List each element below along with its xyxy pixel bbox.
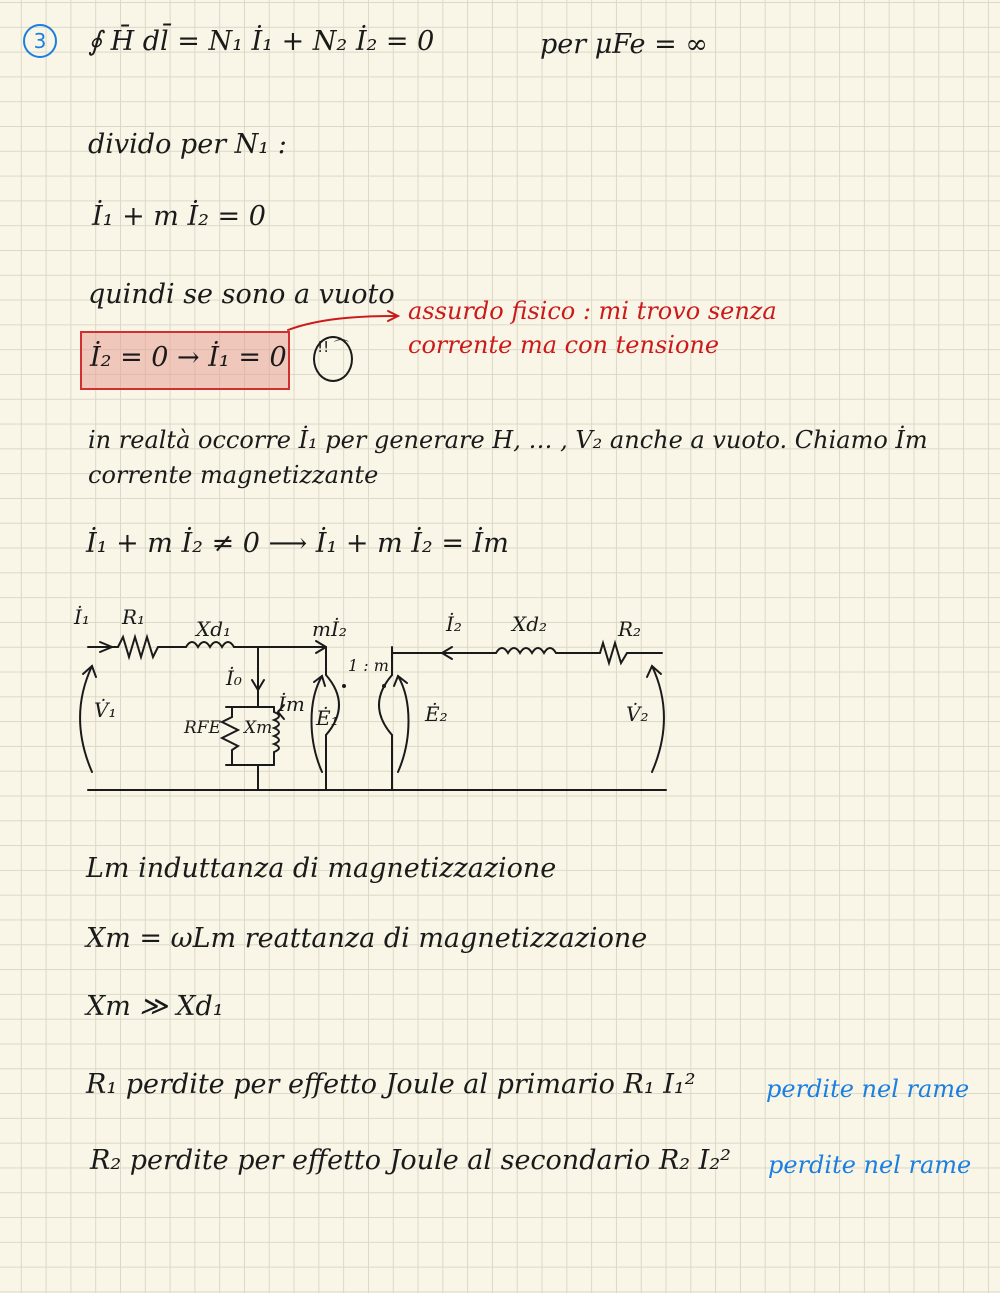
primary-joule-losses: R₁ perdite per effetto Joule al primario R₁ I₁²	[86, 1069, 696, 1100]
copper-losses-note-1: perdite nel rame	[766, 1075, 970, 1103]
copper-losses-note-2: perdite nel rame	[768, 1151, 972, 1179]
label-m-i2: mİ₂	[312, 617, 347, 641]
label-xd1: Xd₁	[196, 617, 232, 641]
label-im: İm	[278, 692, 305, 716]
current-balance-equation: İ₁ + m İ₂ = 0	[92, 201, 266, 232]
boxed-equation: İ₂ = 0 → İ₁ = 0	[90, 342, 287, 373]
label-i2: İ₂	[446, 612, 462, 636]
reactance-comparison: Xm ≫ Xd₁	[86, 991, 224, 1022]
label-e1: Ė₁	[316, 706, 339, 730]
label-v1: V̇₁	[94, 698, 117, 722]
label-xd2: Xd₂	[512, 612, 548, 636]
section-number: 3	[23, 24, 57, 58]
infinite-permeability-condition: per μFe = ∞	[540, 29, 708, 60]
frown-doodle: !! ⌒	[313, 336, 353, 382]
no-load-sentence: quindi se sono a vuoto	[88, 279, 395, 310]
magnetizing-reactance: Xm = ωLm reattanza di magnetizzazione	[86, 923, 648, 954]
label-rfe: RFE	[184, 718, 222, 738]
mmf-equation: ∮ H̄ dl̄ = N₁ İ₁ + N₂ İ₂ = 0	[88, 26, 435, 57]
explanation-line-2: corrente magnetizzante	[88, 461, 379, 489]
label-i0: İ₀	[226, 666, 242, 690]
label-v2: V̇₂	[626, 702, 649, 726]
explanation-line-1: in realtà occorre İ₁ per generare H, … , V₂ anche a vuoto. Chiamo İm	[88, 426, 928, 454]
label-e2: Ė₂	[425, 702, 448, 726]
divide-by-n1: divido per N₁ :	[88, 129, 287, 160]
secondary-joule-losses: R₂ perdite per effetto Joule al secondario R₂ I₂²	[90, 1145, 731, 1176]
label-r1: R₁	[122, 605, 146, 629]
magnetizing-inductance: Lm induttanza di magnetizzazione	[86, 853, 557, 884]
label-r2: R₂	[618, 617, 642, 641]
red-note-line-1: assurdo fisico : mi trovo senza	[408, 297, 777, 325]
label-turns-ratio: 1 : m	[348, 656, 389, 675]
label-xm: Xm	[244, 718, 273, 738]
label-i1: İ₁	[74, 605, 90, 629]
magnetizing-current-equation: İ₁ + m İ₂ ≠ 0 ⟶ İ₁ + m İ₂ = İm	[86, 528, 509, 559]
red-note-line-2: corrente ma con tensione	[408, 331, 720, 359]
